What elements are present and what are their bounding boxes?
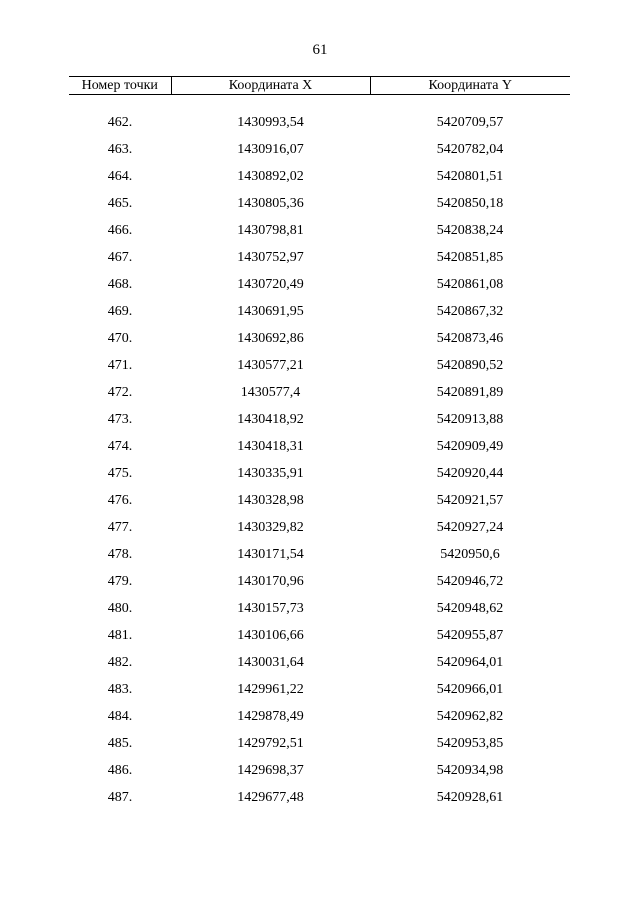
coordinate-x-cell: 1430691,95	[237, 304, 304, 319]
table-row	[69, 514, 570, 541]
coordinate-y-cell: 5420920,44	[436, 466, 504, 481]
table-row	[69, 487, 570, 514]
coordinate-y-cell: 5420964,01	[436, 655, 504, 670]
point-number-cell: 474.	[107, 439, 133, 454]
point-number-cell: 468.	[107, 277, 133, 292]
table-row	[69, 136, 570, 163]
table-row	[69, 325, 570, 352]
table-row	[69, 217, 570, 244]
coordinate-y-cell: 5420861,08	[436, 277, 504, 292]
coordinate-x-cell: 1430329,82	[237, 520, 304, 535]
coordinate-y-cell: 5420927,24	[436, 520, 504, 535]
coordinate-y-cell: 5420913,88	[436, 412, 504, 427]
table-row	[69, 379, 570, 406]
coordinate-x-cell: 1430892,02	[237, 169, 304, 184]
point-number-cell: 485.	[107, 736, 133, 751]
table-row	[69, 190, 570, 217]
table-row	[69, 568, 570, 595]
point-number-cell: 466.	[107, 223, 133, 238]
coordinate-y-cell: 5420955,87	[436, 628, 504, 643]
coordinate-y-cell: 5420966,01	[436, 682, 504, 697]
coordinate-x-cell: 1430031,64	[237, 655, 304, 670]
coordinate-x-cell: 1430916,07	[237, 142, 304, 157]
coordinate-x-cell: 1430335,91	[237, 466, 304, 481]
point-number-cell: 469.	[107, 304, 133, 319]
coordinate-x-cell: 1430577,21	[237, 358, 304, 373]
table-row	[69, 406, 570, 433]
table-row	[69, 541, 570, 568]
coordinate-x-cell: 1430752,97	[237, 250, 304, 265]
table-row	[69, 460, 570, 487]
table-row	[69, 163, 570, 190]
coordinate-y-cell: 5420782,04	[436, 142, 504, 157]
coordinate-x-cell: 1429677,48	[237, 790, 304, 805]
coordinate-y-cell: 5420867,32	[436, 304, 504, 319]
header-coordinate-x: Координата X	[171, 77, 370, 95]
coordinate-x-cell: 1430577,4	[240, 385, 301, 400]
point-number-cell: 473.	[107, 412, 133, 427]
coordinate-x-cell: 1430418,31	[237, 439, 304, 454]
table-body	[69, 95, 570, 812]
table-row	[69, 784, 570, 811]
point-number-cell: 482.	[107, 655, 133, 670]
point-number-cell: 470.	[107, 331, 133, 346]
coordinate-y-cell: 5420921,57	[436, 493, 504, 508]
table-row	[69, 352, 570, 379]
point-number-cell: 471.	[107, 358, 133, 373]
table-row	[69, 271, 570, 298]
table-row	[69, 95, 570, 137]
point-number-cell: 462.	[107, 115, 133, 130]
coordinate-y-cell: 5420873,46	[436, 331, 504, 346]
point-number-cell: 481.	[107, 628, 133, 643]
coordinate-x-cell: 1430798,81	[237, 223, 304, 238]
point-number-cell: 465.	[107, 196, 133, 211]
point-number-cell: 472.	[107, 385, 133, 400]
table-row	[69, 757, 570, 784]
coordinate-x-cell: 1430157,73	[237, 601, 304, 616]
table-row	[69, 730, 570, 757]
point-number-cell: 483.	[107, 682, 133, 697]
coordinate-x-cell: 1429698,37	[237, 763, 304, 778]
table-header-row	[69, 77, 570, 95]
table-row	[69, 676, 570, 703]
point-number-cell: 479.	[107, 574, 133, 589]
header-point-number: Номер точки	[69, 77, 171, 95]
coordinate-y-cell: 5420928,61	[436, 790, 504, 805]
point-number-cell: 477.	[107, 520, 133, 535]
coordinate-y-cell: 5420891,89	[436, 385, 504, 400]
point-number-cell: 467.	[107, 250, 133, 265]
coordinate-x-cell: 1430805,36	[237, 196, 304, 211]
point-number-cell: 478.	[107, 547, 133, 562]
table-row	[69, 298, 570, 325]
coordinate-y-cell: 5420934,98	[436, 763, 504, 778]
table-row	[69, 433, 570, 460]
header-coordinate-y: Координата Y	[370, 77, 570, 95]
coordinate-y-cell: 5420909,49	[436, 439, 504, 454]
coordinate-x-cell: 1430328,98	[237, 493, 304, 508]
coordinate-y-cell: 5420953,85	[436, 736, 504, 751]
coordinate-x-cell: 1430692,86	[237, 331, 304, 346]
coordinate-y-cell: 5420948,62	[436, 601, 504, 616]
table-row	[69, 703, 570, 730]
coordinate-y-cell: 5420850,18	[436, 196, 504, 211]
point-number-cell: 476.	[107, 493, 133, 508]
coordinate-x-cell: 1429961,22	[237, 682, 304, 697]
point-number-cell: 475.	[107, 466, 133, 481]
coordinate-x-cell: 1430418,92	[237, 412, 304, 427]
coordinate-x-cell: 1430106,66	[237, 628, 304, 643]
table-row	[69, 244, 570, 271]
coordinates-table	[69, 76, 570, 811]
coordinate-y-cell: 5420950,6	[440, 547, 500, 562]
coordinate-x-cell: 1430171,54	[237, 547, 304, 562]
point-number-cell: 484.	[107, 709, 133, 724]
coordinate-y-cell: 5420709,57	[436, 115, 504, 130]
coordinate-x-cell: 1429792,51	[237, 736, 304, 751]
coordinate-x-cell: 1430993,54	[237, 115, 304, 130]
coordinate-y-cell: 5420890,52	[436, 358, 504, 373]
coordinate-x-cell: 1430720,49	[237, 277, 304, 292]
point-number-cell: 464.	[107, 169, 133, 184]
table-row	[69, 622, 570, 649]
coordinate-y-cell: 5420838,24	[436, 223, 504, 238]
coordinate-y-cell: 5420962,82	[436, 709, 504, 724]
coordinate-y-cell: 5420946,72	[436, 574, 504, 589]
point-number-cell: 486.	[107, 763, 133, 778]
coordinate-y-cell: 5420851,85	[436, 250, 504, 265]
point-number-cell: 463.	[107, 142, 133, 157]
table-row	[69, 595, 570, 622]
table-row	[69, 649, 570, 676]
point-number-cell: 487.	[107, 790, 133, 805]
coordinate-x-cell: 1429878,49	[237, 709, 304, 724]
coordinate-x-cell: 1430170,96	[237, 574, 304, 589]
page-number: 61	[312, 42, 328, 58]
coordinate-y-cell: 5420801,51	[436, 169, 504, 184]
point-number-cell: 480.	[107, 601, 133, 616]
